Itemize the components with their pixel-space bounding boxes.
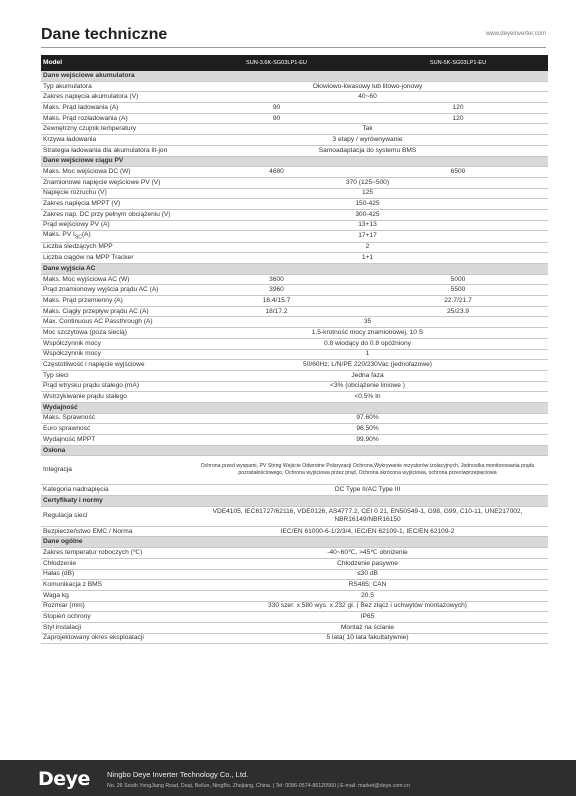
model-col2: SUN-5K-SG03LP1-EU <box>366 55 548 71</box>
spec-row <box>41 274 548 285</box>
spec-label: Regulacja sieci <box>41 506 185 526</box>
spec-label: Moc szczytowa (poza siecią) <box>41 328 185 339</box>
spec-row <box>41 103 548 114</box>
spec-row <box>41 392 548 403</box>
spec-value-3-6k: 3600 <box>185 274 366 285</box>
spec-row <box>41 622 548 633</box>
spec-label: Zakres napięcia akumulatora (V) <box>41 92 185 103</box>
spec-label: Chłodzenie <box>41 558 185 569</box>
spec-row <box>41 231 548 242</box>
website-url: www.deyeinverter.com <box>485 31 546 37</box>
spec-label: Zakres temperatur roboczych (℃) <box>41 548 185 559</box>
spec-row <box>41 590 548 601</box>
spec-value-5k: 120 <box>366 113 548 124</box>
spec-value: Tak <box>185 124 548 135</box>
section-header <box>41 71 548 81</box>
spec-value: 17+17 <box>185 231 548 242</box>
spec-value: Montaż na ścianie <box>185 622 548 633</box>
spec-table-body <box>41 55 548 644</box>
spec-row <box>41 328 548 339</box>
spec-row <box>41 113 548 124</box>
spec-row <box>41 506 548 526</box>
spec-row <box>41 456 548 485</box>
spec-value: 50/60Hz; L/N/PE 220/230Vac (jednofazowe) <box>185 360 548 371</box>
section-header <box>41 156 548 167</box>
spec-value: 13+13 <box>185 220 548 231</box>
spec-value-5k: 5000 <box>366 274 548 285</box>
spec-label: Maks. Prąd rozładowania (A) <box>41 113 185 124</box>
spec-value: Samoadaptacja do systemu BMS <box>185 145 548 156</box>
spec-value: 3 etapy / wyrównywanie <box>185 135 548 146</box>
spec-label-unit: (A) <box>81 231 91 239</box>
spec-label: Euro sprawność <box>41 424 185 435</box>
spec-label: Prąd znamionowy wyjścia prądu AC (A) <box>41 285 185 296</box>
spec-value-3-6k: 90 <box>185 113 366 124</box>
spec-row <box>41 612 548 623</box>
spec-value: VDE4105, IEC61727/62116, VDE0126, AS4777.2, CEI 0 21, EN50549-1, G98, G99, C10-11, UNE217002, NBR16149/NBR16150 <box>185 506 548 526</box>
spec-label: Zewnętrzny czujnik temperatury <box>41 124 185 135</box>
section-header <box>41 537 548 548</box>
spec-value: Jedna faza <box>185 370 548 381</box>
spec-row <box>41 558 548 569</box>
section-title: Dane wyjścia AC <box>41 264 548 275</box>
spec-row <box>41 526 548 537</box>
spec-value: 97.60% <box>185 413 548 424</box>
spec-value-5k: 6500 <box>366 167 548 178</box>
spec-value: 330 szer. x 580 wys. x 232 gł. ( Bez złącz i uchwytów montażowych) <box>185 601 548 612</box>
section-header <box>41 264 548 275</box>
spec-label: Max. Continuous AC Passthrough (A) <box>41 317 185 328</box>
spec-value: <3% (obciążenie liniowe ) <box>185 381 548 392</box>
spec-label: Maks. Prąd ładowania (A) <box>41 103 185 114</box>
spec-label: Stopień ochrony <box>41 612 185 623</box>
spec-row <box>41 548 548 559</box>
spec-row <box>41 601 548 612</box>
spec-row <box>41 285 548 296</box>
spec-row <box>41 81 548 92</box>
spec-value: 99.90% <box>185 435 548 446</box>
spec-value: IP65 <box>185 612 548 623</box>
spec-row <box>41 360 548 371</box>
spec-value: 1+1 <box>185 253 548 264</box>
section-title: Dane wejściowe akumulatora <box>41 71 548 81</box>
spec-label <box>41 231 185 242</box>
spec-value: Ochrona przed wyspami, PV String Wejście Odwrotne Polaryzacji Ochrona,Wykrywanie rezystorów izolacyjnych, Jednostka monitorowania prądu pozostałościowego, Ochrona wyjściowa przez prąd, Ochrona skrócona wyjściowa, ochrona przeciwprzepięciowa <box>185 456 548 485</box>
spec-row <box>41 424 548 435</box>
spec-label: Krzywa ładowania <box>41 135 185 146</box>
spec-row <box>41 199 548 210</box>
spec-label: Zaprojektowany okres eksploatacji <box>41 633 185 644</box>
spec-label: Współczynnik mocy <box>41 338 185 349</box>
spec-value-3-6k: 90 <box>185 103 366 114</box>
spec-label: Maks. Ciągły przepływ prądu AC (A) <box>41 306 185 317</box>
spec-value-5k: 22.7/21.7 <box>366 296 548 307</box>
spec-label: Wydajność MPPT <box>41 435 185 446</box>
section-header <box>41 445 548 456</box>
spec-row <box>41 296 548 307</box>
spec-label: Napięcie rozruchu (V) <box>41 188 185 199</box>
spec-label: Strategia ładowania dla akumulatora lit-jon <box>41 145 185 156</box>
spec-label: Kategoria nadnapięcia <box>41 485 185 496</box>
spec-row <box>41 145 548 156</box>
spec-row <box>41 349 548 360</box>
spec-label: Zakres napięcia MPPT (V) <box>41 199 185 210</box>
spec-value: Chłodzenie pasywne <box>185 558 548 569</box>
spec-value-3-6k: 18/17.2 <box>185 306 366 317</box>
spec-value: DC Type II/AC Type III <box>185 485 548 496</box>
spec-row <box>41 253 548 264</box>
spec-value-5k: 5500 <box>366 285 548 296</box>
section-title: Dane ogólne <box>41 537 548 548</box>
spec-row <box>41 370 548 381</box>
spec-table <box>41 55 548 644</box>
spec-label-sub: SC <box>74 234 82 241</box>
spec-label: Bezpieczeństwo EMC / Norma <box>41 526 185 537</box>
spec-value: 35 <box>185 317 548 328</box>
spec-row <box>41 569 548 580</box>
spec-row <box>41 435 548 446</box>
spec-label: Współczynnik mocy <box>41 349 185 360</box>
spec-label: Rozmiar (mm) <box>41 601 185 612</box>
spec-value: 1 <box>185 349 548 360</box>
section-header <box>41 496 548 507</box>
footer <box>0 760 576 796</box>
spec-row <box>41 485 548 496</box>
spec-value: 370 (125~500) <box>185 177 548 188</box>
spec-row <box>41 220 548 231</box>
spec-value-3-6k: 16.4/15.7 <box>185 296 366 307</box>
spec-value-3-6k: 3960 <box>185 285 366 296</box>
spec-label: Częstotliwość i napięcie wyjściowe <box>41 360 185 371</box>
spec-label: Liczba ciągów na MPP Tracker <box>41 253 185 264</box>
spec-value: -40~60℃, >45℃ obniżenie <box>185 548 548 559</box>
spec-label: Zakres nap. DC przy pełnym obciążeniu (V) <box>41 209 185 220</box>
spec-label: Maks. Prąd przemienny (A) <box>41 296 185 307</box>
model-label: Model <box>41 55 185 71</box>
company-name: Ningbo Deye Inverter Technology Co., Ltd. <box>107 770 249 779</box>
spec-label: Komunikacja z BMS <box>41 580 185 591</box>
spec-value: 96.50% <box>185 424 548 435</box>
section-header <box>41 402 548 413</box>
spec-value: 5 lata( 10 lata fakultatywnie) <box>185 633 548 644</box>
spec-row <box>41 633 548 644</box>
spec-row <box>41 381 548 392</box>
spec-label: Znamionowe napięcie wejściowe PV (V) <box>41 177 185 188</box>
company-address: No. 26 South YongJiang Road, Daqi, Beilun, NingBo, Zhejiang, China. | Tel: 0086-0574-86120560 | E-mail: market@deye.com.cn <box>107 783 410 789</box>
model-row <box>41 55 548 71</box>
spec-label: Prąd wejściowy PV (A) <box>41 220 185 231</box>
spec-row <box>41 306 548 317</box>
spec-value: <0.5% In <box>185 392 548 403</box>
spec-label-text: Maks. PV I <box>43 231 75 239</box>
spec-row <box>41 338 548 349</box>
spec-label: Maks. Sprawność <box>41 413 185 424</box>
spec-value-3-6k: 4680 <box>185 167 366 178</box>
page-title: Dane techniczne <box>41 26 168 43</box>
spec-label: Wstrzykiwanie prądu stałego <box>41 392 185 403</box>
spec-row <box>41 92 548 103</box>
spec-label: Maks. Moc wejściowa DC (W) <box>41 167 185 178</box>
spec-label: Typ sieci <box>41 370 185 381</box>
spec-row <box>41 242 548 253</box>
spec-label: Waga kg <box>41 590 185 601</box>
spec-row <box>41 317 548 328</box>
title-divider <box>41 47 546 48</box>
spec-row <box>41 167 548 178</box>
model-col1: SUN-3.6K-SG03LP1-EU <box>185 55 366 71</box>
spec-value-5k: 25/23.9 <box>366 306 548 317</box>
spec-row <box>41 413 548 424</box>
spec-row <box>41 209 548 220</box>
spec-label: Liczba śledzących MPP <box>41 242 185 253</box>
spec-value-5k: 120 <box>366 103 548 114</box>
spec-value: 2 <box>185 242 548 253</box>
spec-value: 1.5-krotność mocy znamionowej, 10 S <box>185 328 548 339</box>
spec-value: 0.8 wiodący do 0.8 opóźniony <box>185 338 548 349</box>
spec-value: 20.5 <box>185 590 548 601</box>
section-title: Dane wejściowe ciągu PV <box>41 156 548 167</box>
spec-value: 300-425 <box>185 209 548 220</box>
section-title: Wydajność <box>41 402 548 413</box>
spec-value: RS485; CAN <box>185 580 548 591</box>
spec-label: Integracja <box>41 456 185 485</box>
spec-row <box>41 188 548 199</box>
spec-row <box>41 580 548 591</box>
spec-value: Ołowiowo-kwasowy lub litowo-jonowy <box>185 81 548 92</box>
section-title: Certyfikaty i normy <box>41 496 548 507</box>
section-title: Osłona <box>41 445 548 456</box>
spec-value: 125 <box>185 188 548 199</box>
spec-label: Hałas (dB) <box>41 569 185 580</box>
spec-row <box>41 177 548 188</box>
spec-value: 150-425 <box>185 199 548 210</box>
spec-label: Typ akumulatora <box>41 81 185 92</box>
spec-value: ≤30 dB <box>185 569 548 580</box>
spec-value: IEC/EN 61000-6-1/2/3/4, IEC/EN 62109-1, IEC/EN 62109-2 <box>185 526 548 537</box>
spec-label: Styl instalacji <box>41 622 185 633</box>
spec-row <box>41 135 548 146</box>
spec-value: 40~60 <box>185 92 548 103</box>
spec-label: Maks. Moc wyjściowa AC (W) <box>41 274 185 285</box>
spec-label: Prąd wtrysku prądu stałego (mA) <box>41 381 185 392</box>
spec-row <box>41 124 548 135</box>
deye-logo: Deye <box>38 768 90 790</box>
